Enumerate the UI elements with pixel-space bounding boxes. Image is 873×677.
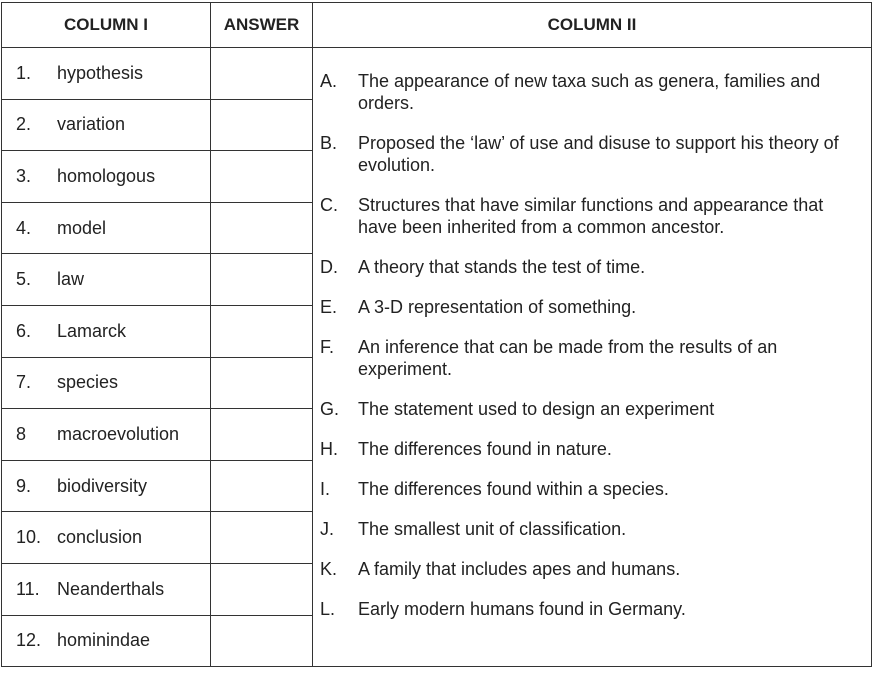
definition-item [319, 256, 861, 278]
answer-cell[interactable] [211, 512, 313, 564]
column-i-term [2, 99, 211, 151]
column-i-term [2, 305, 211, 357]
term-content [2, 476, 210, 497]
answer-header: ANSWER [211, 3, 313, 48]
term-content [2, 321, 210, 342]
term-number: 1. [16, 62, 32, 83]
definition-text: A theory that stands the test of time. [358, 257, 646, 277]
term-number: 4. [16, 217, 32, 238]
column-i-term [2, 512, 211, 564]
header-row [2, 3, 872, 48]
definition-item [319, 598, 861, 620]
term-number: 6. [16, 320, 32, 341]
column-ii-header: COLUMN II [313, 3, 872, 48]
answer-cell[interactable] [211, 48, 313, 100]
column-i-term [2, 563, 211, 615]
definition-text: The differences found in nature. [358, 439, 612, 459]
term-label: macroevolution [57, 423, 180, 444]
column-i-term [2, 409, 211, 461]
term-label: homologous [57, 165, 156, 186]
term-number: 3. [16, 165, 32, 186]
definition-text: A 3-D representation of something. [358, 297, 637, 317]
answer-cell[interactable] [211, 615, 313, 667]
definition-text: An inference that can be made from the results of an experiment. [358, 337, 778, 379]
definition-list [313, 48, 871, 620]
answer-cell[interactable] [211, 357, 313, 409]
term-content [2, 63, 210, 84]
definition-letter: I. [320, 479, 331, 499]
definition-text: Early modern humans found in Germany. [358, 599, 686, 619]
column-i-term [2, 460, 211, 512]
definition-text: A family that includes apes and humans. [358, 559, 681, 579]
term-content [2, 424, 210, 445]
definition-letter: D. [320, 257, 338, 277]
answer-cell[interactable] [211, 563, 313, 615]
definition-letter: A. [320, 71, 338, 91]
definition-text: Proposed the ‘law’ of use and disuse to support his theory of evolution. [358, 133, 839, 175]
column-i-term [2, 151, 211, 203]
term-label: conclusion [57, 527, 143, 548]
definition-letter: J. [320, 519, 335, 539]
term-content [2, 166, 210, 187]
column-i-term [2, 615, 211, 667]
term-number: 12. [16, 630, 42, 651]
definition-item [319, 558, 861, 580]
term-content [2, 269, 210, 290]
definition-text: The smallest unit of classification. [358, 519, 627, 539]
term-content [2, 630, 210, 651]
definition-text: The statement used to design an experiment [358, 399, 715, 419]
column-ii-definitions [313, 48, 872, 667]
term-label: hypothesis [57, 62, 144, 83]
definition-text: Structures that have similar functions and appearance that have been inherited from a common ancestor. [358, 195, 824, 237]
definition-letter: G. [320, 399, 340, 419]
definition-item [319, 70, 861, 114]
term-number: 9. [16, 475, 32, 496]
definition-item [319, 478, 861, 500]
definition-letter: B. [320, 133, 338, 153]
matching-table [1, 2, 872, 667]
term-number: 7. [16, 372, 32, 393]
term-number: 5. [16, 269, 32, 290]
answer-cell[interactable] [211, 254, 313, 306]
answer-cell[interactable] [211, 99, 313, 151]
term-number: 8 [16, 423, 27, 444]
term-content [2, 579, 210, 600]
definition-item [319, 438, 861, 460]
column-i-term [2, 48, 211, 100]
definition-letter: K. [320, 559, 338, 579]
term-content [2, 527, 210, 548]
answer-cell[interactable] [211, 151, 313, 203]
term-label: variation [57, 114, 126, 135]
column-i-header: COLUMN I [2, 3, 211, 48]
term-content [2, 218, 210, 239]
definition-item [319, 132, 861, 176]
answer-cell[interactable] [211, 409, 313, 461]
definition-item [319, 194, 861, 238]
table-body [2, 48, 872, 667]
term-label: Lamarck [57, 320, 127, 341]
definition-letter: L. [320, 599, 336, 619]
column-i-term [2, 254, 211, 306]
answer-cell[interactable] [211, 305, 313, 357]
definition-item [319, 518, 861, 540]
definition-letter: E. [320, 297, 338, 317]
table-row [2, 48, 872, 100]
definition-letter: C. [320, 195, 338, 215]
term-label: model [57, 217, 107, 238]
term-number: 10. [16, 527, 42, 548]
definition-item [319, 398, 861, 420]
term-label: biodiversity [57, 475, 148, 496]
definition-text: The appearance of new taxa such as genera, families and orders. [358, 71, 821, 113]
definition-text: The differences found within a species. [358, 479, 669, 499]
answer-cell[interactable] [211, 460, 313, 512]
definition-letter: H. [320, 439, 338, 459]
term-content [2, 372, 210, 393]
column-i-term [2, 357, 211, 409]
term-label: law [57, 269, 85, 290]
term-number: 11. [16, 578, 40, 599]
term-label: Neanderthals [57, 578, 165, 599]
term-label: species [57, 372, 119, 393]
term-content [2, 114, 210, 135]
term-label: hominindae [57, 630, 151, 651]
term-number: 2. [16, 114, 32, 135]
column-i-term [2, 202, 211, 254]
definition-item [319, 296, 861, 318]
answer-cell[interactable] [211, 202, 313, 254]
definition-item [319, 336, 861, 380]
definition-letter: F. [320, 337, 335, 357]
